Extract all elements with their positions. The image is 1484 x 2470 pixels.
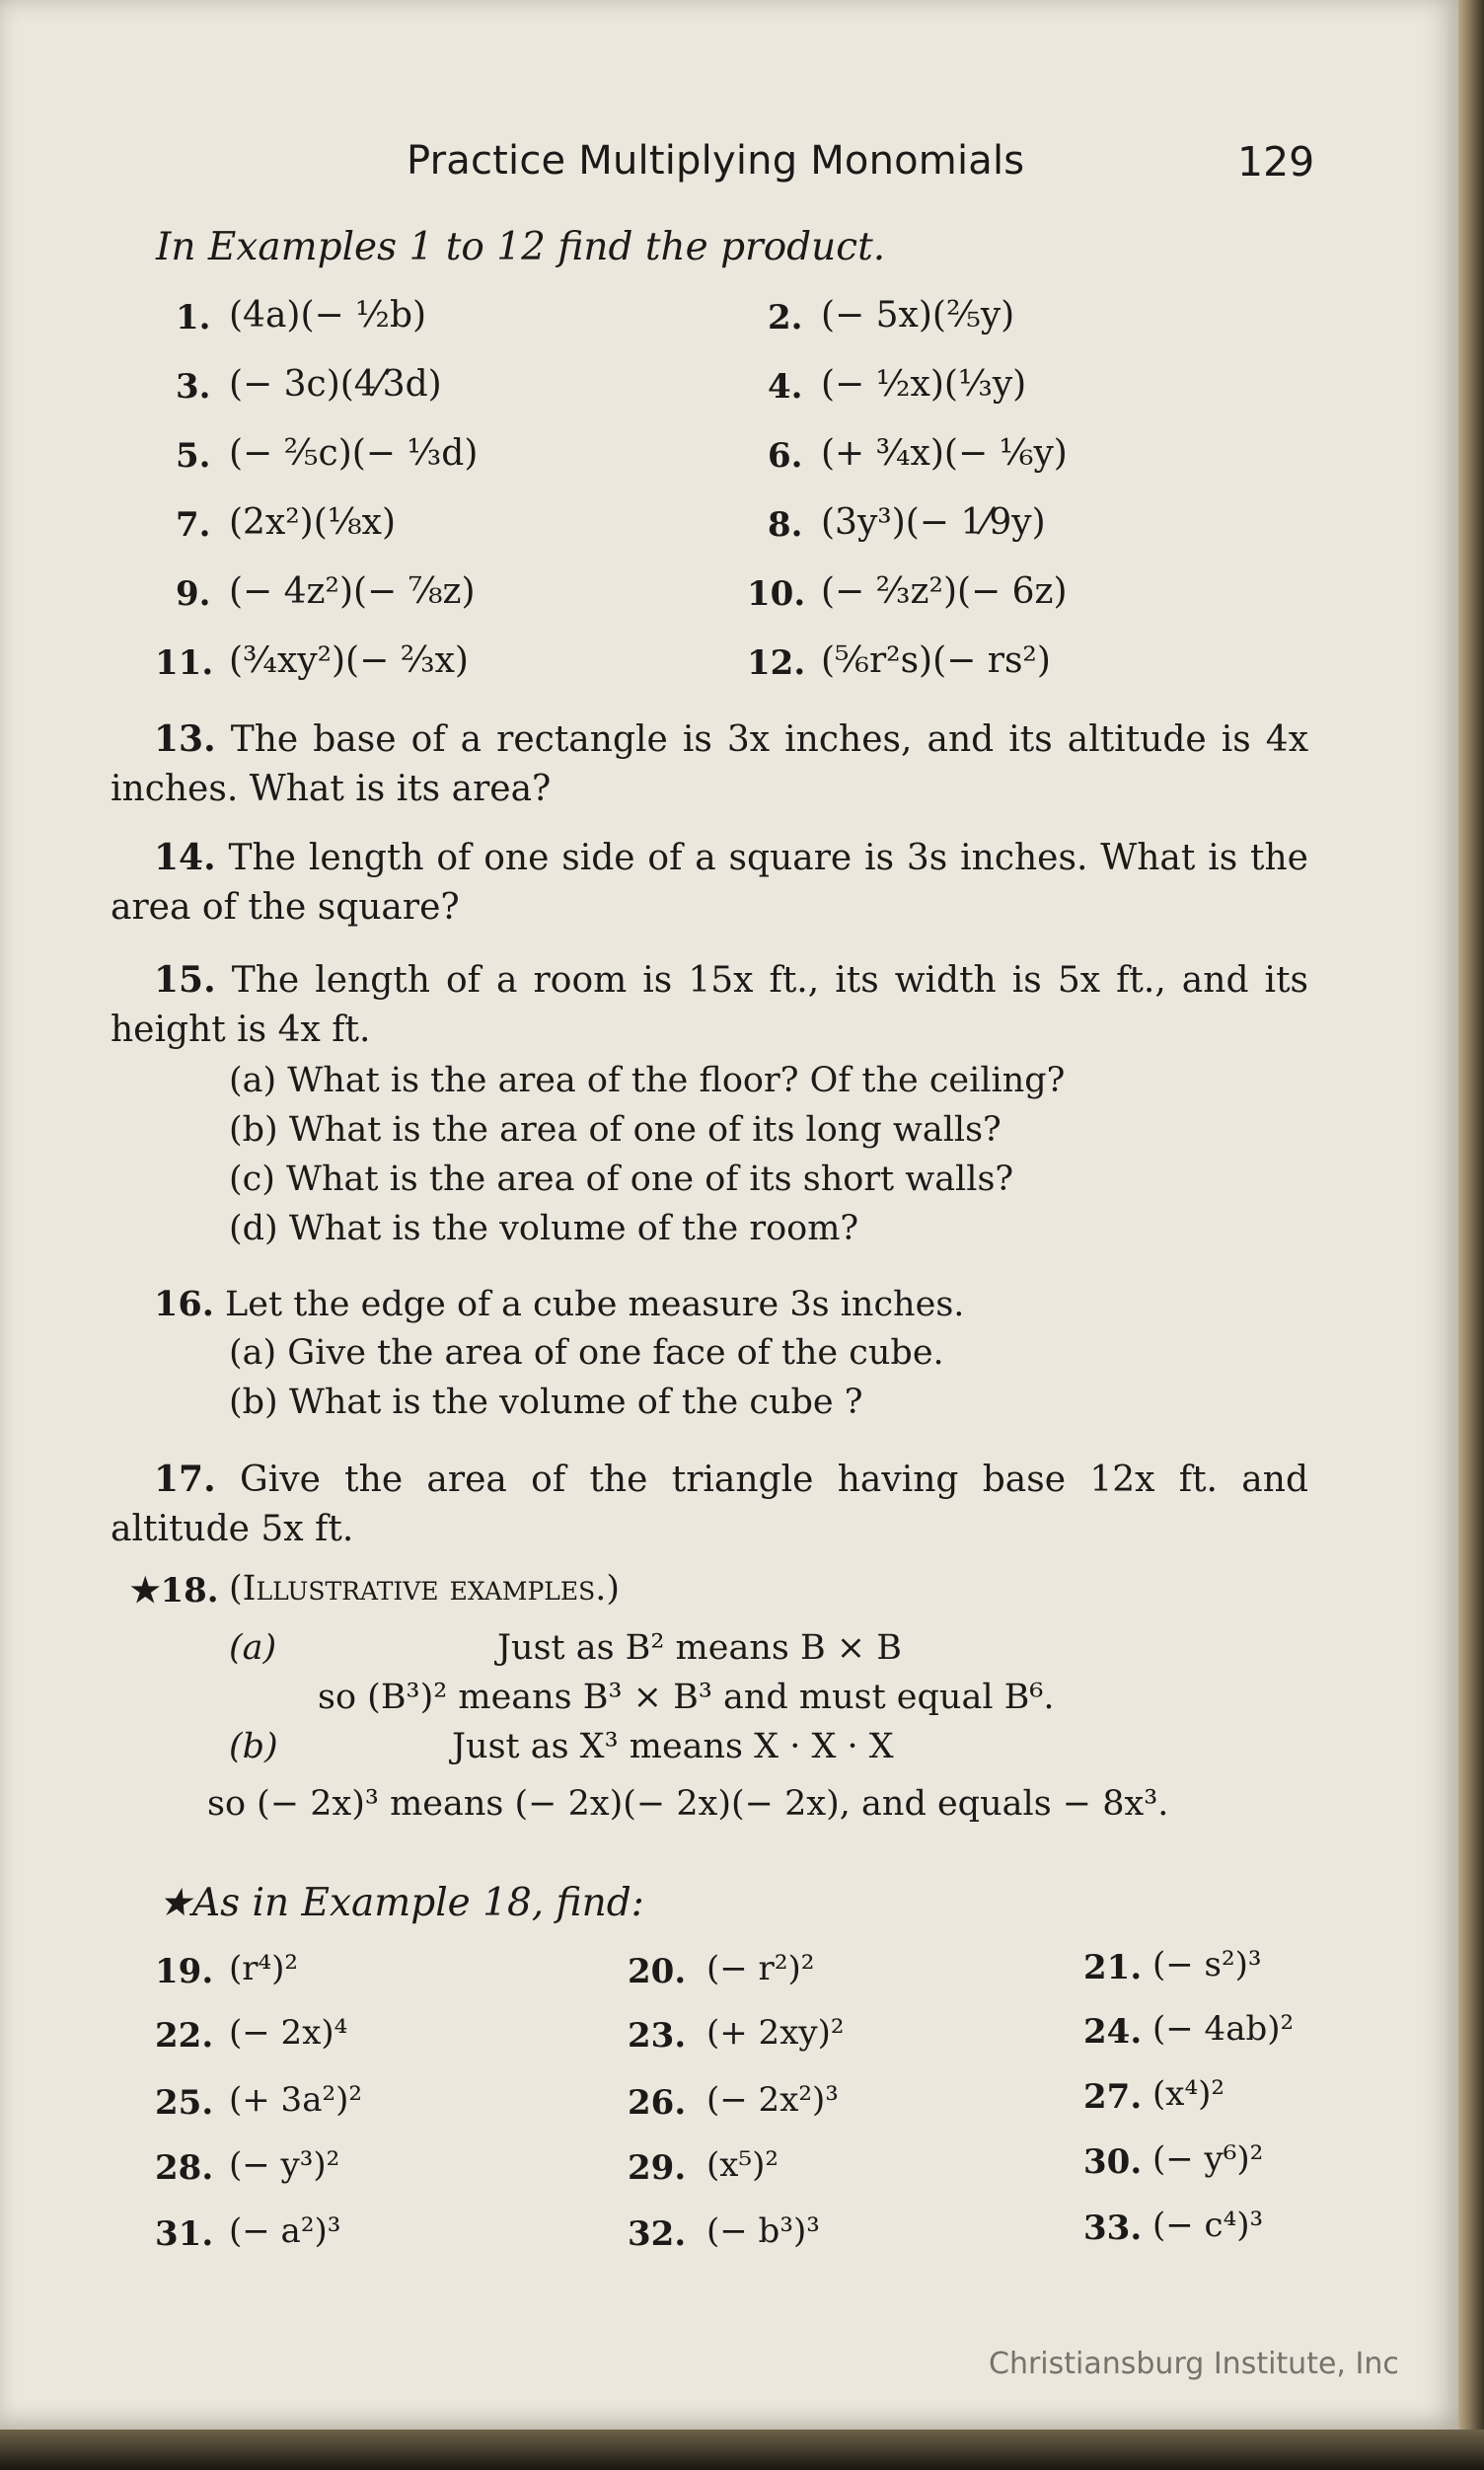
example-expression: (+ 2xy)² [706, 2013, 845, 2053]
page-edge [1458, 0, 1484, 2470]
example-expression: (− ⅔z²)(− 6z) [821, 571, 1068, 612]
part-label: (b) [229, 1727, 278, 1766]
example-expression: (− c⁴)³ [1152, 2206, 1264, 2245]
problem-part: (d) What is the volume of the room? [229, 1209, 859, 1248]
problem-part: (a) What is the area of the floor? Of the ceiling? [229, 1061, 1066, 1100]
problem-number: 13. [154, 718, 216, 760]
example-expression: (− 5x)(⅖y) [821, 295, 1015, 336]
example-number: ★18. [130, 1571, 219, 1610]
problem-text: The base of a rectangle is 3x inches, and its altitude is 4x inches. What is its area? [111, 719, 1308, 809]
example-expression: (− a²)³ [229, 2211, 341, 2251]
example-number: 22. [155, 2016, 214, 2056]
example-number: 23. [628, 2016, 687, 2056]
example-expression: (− ½x)(⅓y) [821, 364, 1027, 405]
example-expression: (x⁴)² [1152, 2074, 1224, 2114]
example-number: 10. [747, 574, 806, 614]
word-problem [111, 714, 1308, 814]
example-line: Just as X³ means X · X · X [452, 1727, 894, 1766]
example-expression: (− ⅖c)(− ⅓d) [229, 433, 479, 474]
example-number: 19. [155, 1952, 214, 1991]
example-number: 27. [1083, 2077, 1143, 2117]
example-expression: (2x²)(⅛x) [229, 502, 397, 543]
word-problem [111, 833, 1308, 933]
example-expression: (− y³)² [229, 2145, 340, 2185]
example-number: 31. [155, 2214, 214, 2254]
watermark: Christiansburg Institute, Inc [989, 2347, 1399, 2381]
example-line: Just as B² means B × B [497, 1628, 902, 1668]
example-expression: (x⁵)² [706, 2145, 779, 2185]
example-number: 3. [176, 367, 211, 407]
word-problem [154, 1284, 964, 1324]
example-expression: (− b³)³ [706, 2211, 820, 2251]
example-expression: (+ ¾x)(− ⅙y) [821, 433, 1068, 474]
example-number: 11. [155, 643, 214, 683]
problem-number: 16. [154, 1284, 214, 1324]
page-bottom-edge [0, 2430, 1484, 2470]
instructions: In Examples 1 to 12 find the product. [156, 225, 886, 269]
problem-number: 15. [154, 959, 216, 1001]
problem-text: Let the edge of a cube measure 3s inches. [225, 1285, 965, 1324]
example-number: 26. [628, 2083, 687, 2123]
example-number: 32. [628, 2214, 687, 2254]
part-label: (a) [229, 1628, 277, 1668]
page-number: 129 [1237, 138, 1315, 186]
example-expression: (− 4ab)² [1152, 2009, 1295, 2049]
example-number: 9. [176, 574, 211, 614]
example-expression: (+ 3a²)² [229, 2080, 362, 2120]
example-number: 25. [155, 2083, 214, 2123]
problem-part: (a) Give the area of one face of the cube. [229, 1333, 944, 1373]
example-line: so (− 2x)³ means (− 2x)(− 2x)(− 2x), and equals − 8x³. [207, 1784, 1169, 1824]
problem-number: 14. [154, 837, 216, 878]
example-number: 21. [1083, 1948, 1143, 1987]
problem-text: The length of a room is 15x ft., its width is 5x ft., and its height is 4x ft. [111, 960, 1309, 1050]
example-heading: (Illustrative examples.) [229, 1569, 621, 1609]
example-number: 28. [155, 2148, 214, 2188]
example-number: 8. [768, 505, 803, 545]
example-number: 1. [176, 298, 211, 337]
example-expression: (− 3c)(4⁄3d) [229, 364, 442, 405]
problem-part: (c) What is the area of one of its short walls? [229, 1160, 1014, 1199]
example-number: 20. [628, 1952, 687, 1991]
example-expression: (− s²)³ [1152, 1945, 1262, 1984]
problem-text: The length of one side of a square is 3s inches. What is the area of the square? [111, 838, 1308, 928]
example-expression: (− 2x)⁴ [229, 2013, 348, 2053]
instructions: ★As in Example 18, find: [158, 1881, 644, 1925]
problem-part: (b) What is the area of one of its long walls? [229, 1110, 1002, 1150]
example-expression: (⅚r²s)(− rs²) [821, 640, 1051, 681]
word-problem [111, 955, 1308, 1055]
example-number: 24. [1083, 2012, 1143, 2052]
example-number: 5. [176, 436, 211, 476]
example-number: 30. [1083, 2142, 1143, 2182]
problem-number: 17. [154, 1459, 216, 1500]
example-number: 12. [747, 643, 806, 683]
word-problem [111, 1455, 1308, 1554]
example-number: 29. [628, 2148, 687, 2188]
example-number: 33. [1083, 2208, 1143, 2248]
example-expression: (− r²)² [706, 1949, 815, 1988]
example-number: 6. [768, 436, 803, 476]
example-expression: (− 4z²)(− ⅞z) [229, 571, 476, 612]
example-expression: (− 2x²)³ [706, 2080, 839, 2120]
example-number: 7. [176, 505, 211, 545]
example-expression: (4a)(− ½b) [229, 295, 427, 336]
example-number: 2. [768, 298, 803, 337]
example-expression: (3y³)(− 1⁄9y) [821, 502, 1046, 543]
page-title: Practice Multiplying Monomials [407, 138, 1025, 184]
example-number: 4. [768, 367, 803, 407]
problem-part: (b) What is the volume of the cube ? [229, 1383, 863, 1422]
example-expression: (¾xy²)(− ⅔x) [229, 640, 469, 681]
example-expression: (r⁴)² [229, 1949, 299, 1988]
example-line: so (B³)² means B³ × B³ and must equal B⁶. [318, 1678, 1055, 1717]
problem-text: Give the area of the triangle having base 12x ft. and altitude 5x ft. [111, 1460, 1308, 1549]
example-expression: (− y⁶)² [1152, 2139, 1264, 2179]
